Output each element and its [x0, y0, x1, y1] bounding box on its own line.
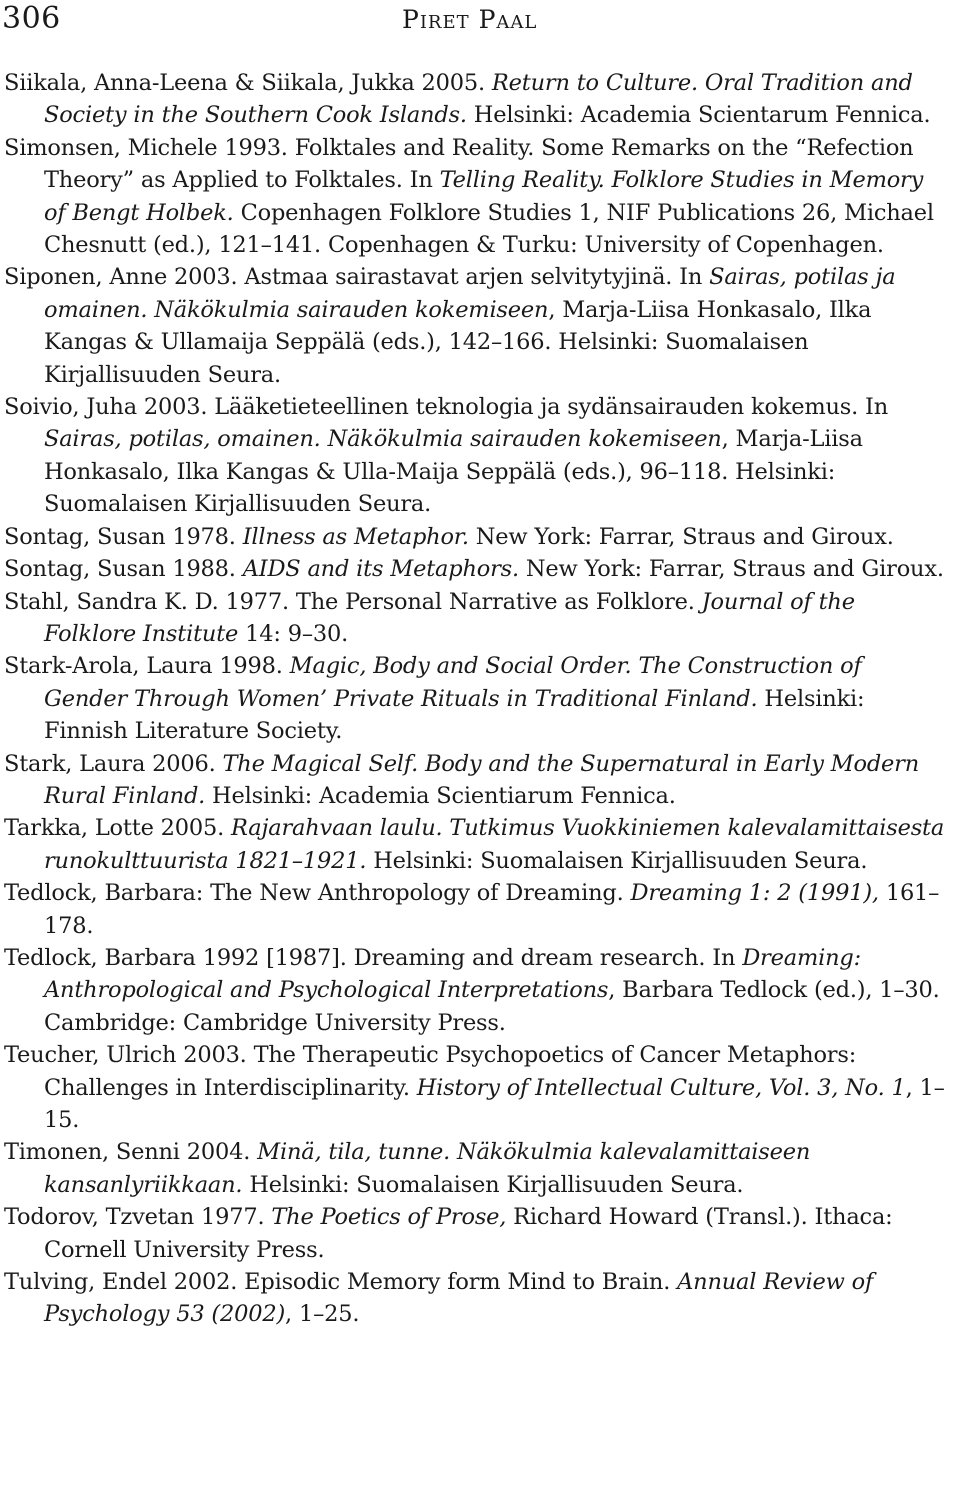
reference-title-italic: Dreaming 1: 2 (1991),: [630, 880, 879, 907]
reference-entry: [4, 521, 950, 553]
reference-text: Tedlock, Barbara 1992 [1987]. Dreaming and dream research. In: [4, 944, 743, 971]
reference-entry: [4, 132, 950, 262]
reference-title-italic: The Magical Self. Body and the Supernatural in Early Modern Rural Finland.: [44, 750, 920, 809]
reference-title-italic: Rajarahvaan laulu. Tutkimus Vuokkiniemen kalevalamittaisesta runokulttuurista 1821–1921.: [44, 815, 945, 874]
reference-list: [4, 67, 950, 1331]
reference-text: 14: 9–30.: [238, 620, 349, 647]
reference-text: Helsinki: Suomalaisen Kirjallisuuden Seura.: [366, 847, 868, 874]
reference-text: Richard Howard (Transl.). Ithaca: Cornell University Press.: [44, 1204, 893, 1263]
reference-title-italic: Annual Review of Psychology 53 (2002): [44, 1269, 874, 1328]
reference-title-italic: Sairas, potilas ja omainen. Näkökulmia sairauden kokemiseen: [44, 264, 896, 323]
reference-text: Stahl, Sandra K. D. 1977. The Personal Narrative as Folklore.: [4, 588, 702, 615]
reference-text: Helsinki: Academia Scientiarum Fennica.: [205, 782, 676, 809]
reference-text: Stark, Laura 2006.: [4, 750, 223, 777]
reference-entry: [4, 586, 950, 651]
reference-title-italic: Minä, tila, tunne. Näkökulmia kalevalamittaiseen kansanlyriikkaan.: [44, 1139, 811, 1198]
reference-title-italic: Journal of the Folklore Institute: [44, 588, 855, 647]
reference-text: , Marja-Liisa Honkasalo, Ilka Kangas & Ullamaija Seppälä (eds.), 142–166. Helsinki: Suomalaisen Kirjallisuuden Seura.: [44, 296, 872, 388]
reference-text: Helsinki: Academia Scientarum Fennica.: [466, 102, 931, 129]
page-number: 306: [2, 1, 61, 36]
reference-text: , Marja-Liisa Honkasalo, Ilka Kangas & Ulla-Maija Seppälä (eds.), 96–118. Helsinki: Suomalaisen Kirjallisuuden Seura.: [44, 426, 863, 518]
reference-title-italic: History of Intellectual Culture, Vol. 3, No. 1: [416, 1074, 906, 1101]
reference-entry: [4, 748, 950, 813]
reference-title-italic: AIDS and its Metaphors.: [242, 556, 519, 583]
reference-text: New York: Farrar, Straus and Giroux.: [468, 523, 894, 550]
reference-text: Tulving, Endel 2002. Episodic Memory form Mind to Brain.: [4, 1269, 678, 1296]
reference-entry: [4, 67, 950, 132]
reference-entry: [4, 942, 950, 1039]
reference-entry: [4, 1039, 950, 1136]
reference-text: Siponen, Anne 2003. Astmaa sairastavat arjen selvitytyjinä. In: [4, 264, 710, 291]
reference-text: Sontag, Susan 1978.: [4, 523, 243, 550]
reference-entry: [4, 1201, 950, 1266]
reference-entry: [4, 877, 950, 942]
reference-text: Timonen, Senni 2004.: [4, 1139, 258, 1166]
reference-title-italic: Telling Reality. Folklore Studies in Memory of Bengt Holbek.: [44, 167, 924, 226]
reference-text: New York: Farrar, Straus and Giroux.: [518, 556, 944, 583]
reference-title-italic: Dreaming: Anthropological and Psychological Interpretations: [44, 944, 861, 1004]
running-head: [0, 0, 960, 50]
running-head-author: Piret Paal: [402, 5, 538, 34]
reference-entry: [4, 391, 950, 521]
reference-title-italic: Magic, Body and Social Order. The Construction of Gender Through Women’ Private Rituals in Traditional Finland.: [44, 653, 862, 712]
reference-text: Tarkka, Lotte 2005.: [4, 815, 232, 842]
reference-text: Sontag, Susan 1988.: [4, 556, 243, 583]
reference-text: 161–178.: [44, 880, 940, 939]
reference-entry: [4, 261, 950, 391]
reference-text: Tedlock, Barbara: The New Anthropology of Dreaming.: [4, 880, 631, 907]
reference-text: Soivio, Juha 2003. Lääketieteellinen teknologia ja sydänsairauden kokemus. In: [4, 394, 889, 421]
reference-text: , Barbara Tedlock (ed.), 1–30. Cambridge: Cambridge University Press.: [44, 977, 940, 1036]
reference-text: , 1–25.: [285, 1301, 360, 1328]
reference-title-italic: Sairas, potilas, omainen. Näkökulmia sairauden kokemiseen: [44, 426, 722, 453]
reference-text: Helsinki: Finnish Literature Society.: [44, 685, 865, 745]
reference-title-italic: The Poetics of Prose,: [271, 1204, 507, 1231]
reference-entry: [4, 812, 950, 877]
reference-text: Teucher, Ulrich 2003. The Therapeutic Psychopoetics of Cancer Metaphors: Challenges in Interdisciplinarity.: [4, 1042, 857, 1101]
reference-text: Siikala, Anna-Leena & Siikala, Jukka 2005.: [4, 70, 492, 96]
reference-text: Helsinki: Suomalaisen Kirjallisuuden Seura.: [242, 1171, 744, 1198]
reference-entry: [4, 553, 950, 585]
reference-text: Stark-Arola, Laura 1998.: [4, 653, 290, 680]
reference-entry: [4, 1266, 950, 1331]
reference-text: Todorov, Tzvetan 1977.: [4, 1204, 272, 1231]
reference-text: Copenhagen Folklore Studies 1, NIF Publications 26, Michael Chesnutt (ed.), 121–141. Copenhagen & Turku: University of Copenhagen.: [44, 199, 934, 259]
reference-entry: [4, 1136, 950, 1201]
reference-text: Simonsen, Michele 1993. Folktales and Reality. Some Remarks on the “Refection Theory” as Applied to Folktales. In: [4, 134, 914, 194]
reference-text: , 1–15.: [44, 1074, 945, 1133]
reference-title-italic: Return to Culture. Oral Tradition and Society in the Southern Cook Islands.: [44, 70, 913, 129]
reference-title-italic: Illness as Metaphor.: [242, 523, 469, 550]
reference-entry: [4, 650, 950, 747]
